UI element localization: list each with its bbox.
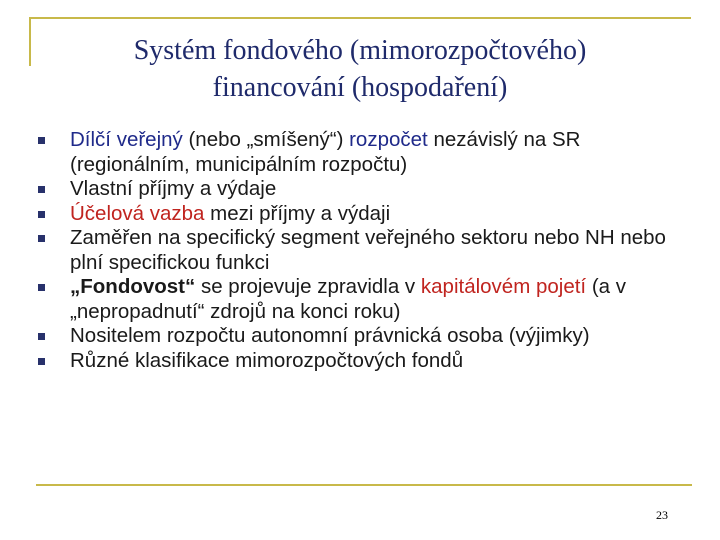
body-text: Zaměřen na specifický segment veřejného sektoru nebo NH nebo plní specifickou funkci: [70, 226, 666, 274]
body-text: (nebo „smíšený“): [182, 128, 350, 151]
bullet-item-5: [38, 275, 688, 324]
slide-title-line-2: financování (hospodaření): [212, 72, 508, 103]
square-bullet-icon: [38, 284, 45, 291]
bold-term: „Fondovost“: [70, 275, 196, 298]
bullet-item-2: [38, 177, 688, 202]
bullet-item-1: [38, 128, 688, 177]
bullet-item-4: [38, 226, 688, 275]
square-bullet-icon: [38, 333, 45, 340]
body-text: mezi příjmy a výdaji: [204, 201, 391, 225]
bullet-item-6: [38, 324, 688, 349]
square-bullet-icon: [38, 358, 45, 365]
frame-top-line: [29, 17, 691, 19]
body-text: nezávislý na SR (regionálním, municipálním rozpočtu): [70, 128, 581, 176]
body-text: Vlastní příjmy a výdaje: [70, 177, 277, 200]
slide-title: [40, 32, 680, 106]
body-text: (a v „nepropadnutí“ zdrojů na konci roku): [70, 275, 626, 323]
square-bullet-icon: [38, 235, 45, 242]
highlight-text: rozpočet: [349, 128, 428, 151]
body-text: se projevuje zpravidla v: [195, 275, 421, 298]
highlight-text: Účelová vazba: [70, 201, 205, 225]
bullet-list: [38, 128, 688, 373]
square-bullet-icon: [38, 137, 45, 144]
body-text: Různé klasifikace mimorozpočtových fondů: [70, 348, 464, 372]
slide-title-line-1: Systém fondového (mimorozpočtového): [133, 35, 587, 66]
square-bullet-icon: [38, 211, 45, 218]
bullet-item-3: [38, 202, 688, 227]
bullet-item-7: [38, 349, 688, 374]
frame-bottom-line: [36, 484, 692, 486]
square-bullet-icon: [38, 186, 45, 193]
highlight-text: Dílčí veřejný: [70, 128, 183, 151]
frame-left-line: [29, 17, 31, 66]
body-text: Nositelem rozpočtu autonomní právnická osoba (výjimky): [70, 324, 590, 347]
highlight-text: kapitálovém pojetí: [420, 275, 587, 298]
page-number: 23: [656, 508, 668, 522]
